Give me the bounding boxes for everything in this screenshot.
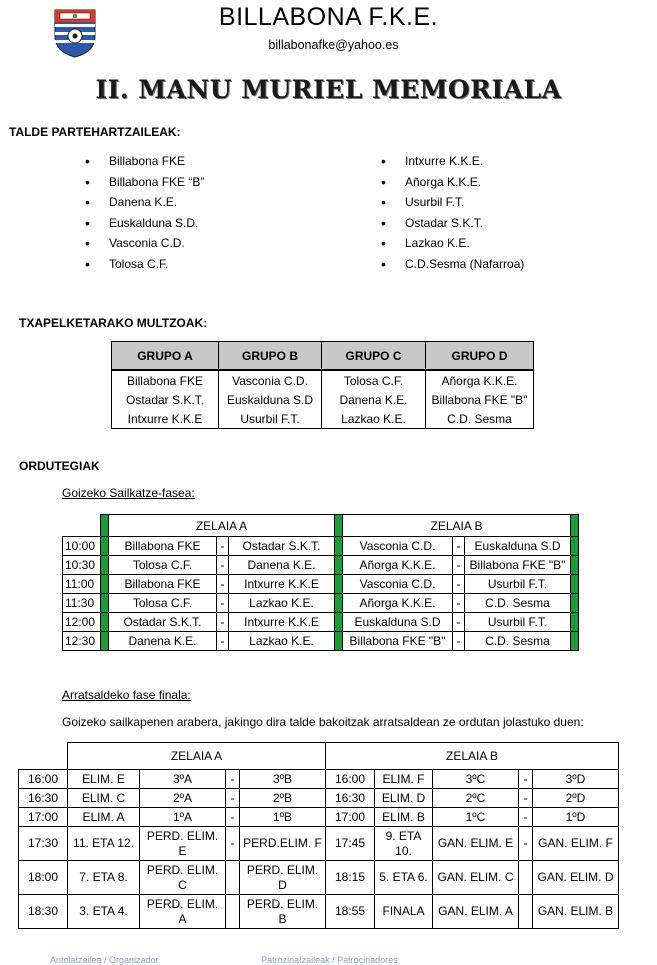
field-band xyxy=(101,632,109,651)
group-header: GRUPO A xyxy=(112,342,219,371)
table-row xyxy=(63,575,579,594)
vs-dash: - xyxy=(519,789,533,808)
list-item: • Euskalduna S.D. xyxy=(85,215,204,236)
home-team: Tolosa C.F. xyxy=(109,556,217,575)
field-band xyxy=(335,594,343,613)
team-slot: 1ºA xyxy=(140,808,226,827)
team-slot: 2ºD xyxy=(533,789,619,808)
away-team: C.D. Sesma xyxy=(465,632,571,651)
home-team: Vasconia C.D. xyxy=(343,575,453,594)
vs-dash xyxy=(519,861,533,895)
round-label: 5. ETA 6. xyxy=(375,861,433,895)
match-time: 18:55 xyxy=(326,895,375,929)
match-time: 10:00 xyxy=(63,537,101,556)
table-cell: Tolosa C.F. xyxy=(322,370,426,390)
field-band xyxy=(571,632,579,651)
team-slot: GAN. ELIM. E xyxy=(433,827,519,861)
vs-dash: - xyxy=(217,632,229,651)
match-time: 17:45 xyxy=(326,827,375,861)
table-cell: Billabona FKE "B" xyxy=(426,390,534,409)
team-slot: 2ºB xyxy=(240,789,326,808)
team-slot: PERD.ELIM. F xyxy=(240,827,326,861)
home-team: Billabona FKE xyxy=(109,537,217,556)
table-cell: Lazkao K.E. xyxy=(322,409,426,429)
event-title: II. MANU MURIEL MEMORIALA xyxy=(95,75,562,104)
home-team: Añorga K.K.E. xyxy=(343,594,453,613)
away-team: Usurbil F.T. xyxy=(465,575,571,594)
home-team: Vasconia C.D. xyxy=(343,537,453,556)
team-slot: PERD. ELIM. C xyxy=(140,861,226,895)
vs-dash: - xyxy=(453,556,465,575)
table-cell: Billabona FKE xyxy=(112,370,219,390)
organizer-label: Antolatzailea / Organizador xyxy=(50,955,159,965)
field-band xyxy=(571,537,579,556)
table-row xyxy=(19,789,619,808)
list-item: • Billabona FKE “B” xyxy=(85,174,204,195)
field-b-header: ZELAIA B xyxy=(326,743,619,770)
schedule-heading: ORDUTEGIAK xyxy=(19,459,100,473)
away-team: Usurbil F.T. xyxy=(465,613,571,632)
round-label: 3. ETA 4. xyxy=(68,895,140,929)
away-team: Lazkao K.E. xyxy=(229,594,335,613)
field-band xyxy=(335,537,343,556)
list-item: • C.D.Sesma (Nafarroa) xyxy=(381,256,524,277)
field-band xyxy=(571,556,579,575)
table-cell: Ostadar S.K.T. xyxy=(112,390,219,409)
round-label: ELIM. D xyxy=(375,789,433,808)
vs-dash xyxy=(226,895,240,929)
table-row xyxy=(63,632,579,651)
groups-table xyxy=(111,341,534,429)
table-row xyxy=(19,770,619,789)
match-time: 11:00 xyxy=(63,575,101,594)
club-email[interactable]: billabonafke@yahoo.es xyxy=(268,38,399,52)
table-row xyxy=(63,556,579,575)
match-time: 17:00 xyxy=(19,808,68,827)
team-slot: PERD. ELIM. E xyxy=(140,827,226,861)
match-time: 18:30 xyxy=(19,895,68,929)
away-team: Ostadar S.K.T. xyxy=(229,537,335,556)
team-slot: 3ºA xyxy=(140,770,226,789)
team-slot: GAN. ELIM. D xyxy=(533,861,619,895)
match-time: 16:30 xyxy=(326,789,375,808)
round-label: FINALA xyxy=(375,895,433,929)
team-slot: 3ºD xyxy=(533,770,619,789)
round-label: ELIM. F xyxy=(375,770,433,789)
groups-heading: TXAPELKETARAKO MULTZOAK: xyxy=(19,316,208,330)
list-item: • Tolosa C.F. xyxy=(85,256,204,277)
team-slot: 2ºC xyxy=(433,789,519,808)
vs-dash: - xyxy=(217,537,229,556)
field-b-header: ZELAIA B xyxy=(343,515,571,537)
club-name: BILLABONA F.K.E. xyxy=(218,3,439,31)
vs-dash: - xyxy=(453,632,465,651)
vs-dash: - xyxy=(453,613,465,632)
round-label: 9. ETA 10. xyxy=(375,827,433,861)
table-row xyxy=(63,613,579,632)
vs-dash: - xyxy=(217,575,229,594)
field-band xyxy=(335,515,343,537)
round-label: 11. ETA 12. xyxy=(68,827,140,861)
away-team: C.D. Sesma xyxy=(465,594,571,613)
away-team: Euskalduna S.D xyxy=(465,537,571,556)
round-label: ELIM. A xyxy=(68,808,140,827)
afternoon-schedule-table xyxy=(18,742,619,929)
home-team: Euskalduna S.D xyxy=(343,613,453,632)
field-a-header: ZELAIA A xyxy=(109,515,335,537)
table-cell: Intxurre K.K.E xyxy=(112,409,219,429)
home-team: Billabona FKE "B" xyxy=(343,632,453,651)
morning-phase-title: Goizeko Sailkatze-fasea: xyxy=(62,486,195,500)
field-band xyxy=(101,594,109,613)
morning-schedule-table xyxy=(62,514,579,651)
team-slot: GAN. ELIM. B xyxy=(533,895,619,929)
list-item: • Billabona FKE xyxy=(85,153,204,174)
sponsors-label: Patrozinatzaileak / Patrocinadores xyxy=(261,955,398,965)
match-time: 18:15 xyxy=(326,861,375,895)
afternoon-phase-title: Arratsaldeko fase finala: xyxy=(62,688,191,702)
table-cell: Euskalduna S.D xyxy=(219,390,322,409)
team-slot: GAN. ELIM. C xyxy=(433,861,519,895)
table-row xyxy=(112,409,534,429)
field-band xyxy=(571,613,579,632)
team-slot: PERD. ELIM. D xyxy=(240,861,326,895)
list-item: • Ostadar S.K.T. xyxy=(381,215,524,236)
vs-dash: - xyxy=(519,808,533,827)
afternoon-note: Goizeko sailkapenen arabera, jakingo dira talde bakoitzak arratsaldean ze ordutan jolastuko duen: xyxy=(62,715,584,729)
match-time: 16:00 xyxy=(19,770,68,789)
table-cell: Usurbil F.T. xyxy=(219,409,322,429)
vs-dash: - xyxy=(519,770,533,789)
table-cell: Danena K.E. xyxy=(322,390,426,409)
home-team: Danena K.E. xyxy=(109,632,217,651)
away-team: Lazkao K.E. xyxy=(229,632,335,651)
list-item: • Intxurre K.K.E. xyxy=(381,153,524,174)
home-team: Tolosa C.F. xyxy=(109,594,217,613)
vs-dash: - xyxy=(226,808,240,827)
field-band xyxy=(571,575,579,594)
team-slot: GAN. ELIM. A xyxy=(433,895,519,929)
footer-credits xyxy=(50,955,498,965)
field-band xyxy=(335,556,343,575)
away-team: Intxurre K.K.E xyxy=(229,613,335,632)
group-header: GRUPO B xyxy=(219,342,322,371)
away-team: Billabona FKE "B" xyxy=(465,556,571,575)
vs-dash xyxy=(519,895,533,929)
vs-dash: - xyxy=(453,575,465,594)
table-row xyxy=(112,370,534,390)
field-band xyxy=(101,575,109,594)
away-team: Intxurre K.K.E xyxy=(229,575,335,594)
round-label: 7. ETA 8. xyxy=(68,861,140,895)
list-item: • Vasconia C.D. xyxy=(85,235,204,256)
vs-dash: - xyxy=(226,770,240,789)
round-label: ELIM. C xyxy=(68,789,140,808)
field-band xyxy=(335,613,343,632)
field-band xyxy=(101,537,109,556)
list-item: • Danena K.E. xyxy=(85,194,204,215)
team-slot: 3ºC xyxy=(433,770,519,789)
table-row xyxy=(63,594,579,613)
empty-cell xyxy=(19,743,68,770)
vs-dash: - xyxy=(217,613,229,632)
match-time: 16:00 xyxy=(326,770,375,789)
vs-dash: - xyxy=(217,594,229,613)
home-team: Añorga K.K.E. xyxy=(343,556,453,575)
round-label: ELIM. E xyxy=(68,770,140,789)
team-slot: PERD. ELIM. A xyxy=(140,895,226,929)
vs-dash: - xyxy=(453,594,465,613)
empty-cell xyxy=(63,515,101,537)
home-team: Ostadar S.K.T. xyxy=(109,613,217,632)
teams-heading: TALDE PARTEHARTZAILEAK: xyxy=(9,125,181,139)
team-slot: 1ºC xyxy=(433,808,519,827)
table-row xyxy=(19,861,619,895)
match-time: 16:30 xyxy=(19,789,68,808)
team-slot: 1ºB xyxy=(240,808,326,827)
match-time: 10:30 xyxy=(63,556,101,575)
vs-dash: - xyxy=(519,827,533,861)
team-slot: PERD. ELIM. B xyxy=(240,895,326,929)
table-cell: C.D. Sesma xyxy=(426,409,534,429)
match-time: 12:30 xyxy=(63,632,101,651)
table-cell: Vasconia C.D. xyxy=(219,370,322,390)
match-time: 18:00 xyxy=(19,861,68,895)
field-band xyxy=(571,594,579,613)
field-band xyxy=(335,632,343,651)
teams-list-right xyxy=(381,153,524,276)
team-slot: 3ºB xyxy=(240,770,326,789)
vs-dash: - xyxy=(217,556,229,575)
team-slot: GAN. ELIM. F xyxy=(533,827,619,861)
table-row xyxy=(19,808,619,827)
home-team: Billabona FKE xyxy=(109,575,217,594)
vs-dash: - xyxy=(226,789,240,808)
list-item: • Añorga K.K.E. xyxy=(381,174,524,195)
table-row xyxy=(19,827,619,861)
field-band xyxy=(101,556,109,575)
field-a-header: ZELAIA A xyxy=(68,743,326,770)
vs-dash: - xyxy=(226,827,240,861)
match-time: 17:30 xyxy=(19,827,68,861)
team-slot: 2ºA xyxy=(140,789,226,808)
teams-list-left xyxy=(85,153,204,276)
team-slot: 1ºD xyxy=(533,808,619,827)
group-header: GRUPO D xyxy=(426,342,534,371)
table-row xyxy=(19,895,619,929)
match-time: 12:00 xyxy=(63,613,101,632)
list-item: • Lazkao K.E. xyxy=(381,235,524,256)
away-team: Danena K.E. xyxy=(229,556,335,575)
vs-dash xyxy=(226,861,240,895)
group-header: GRUPO C xyxy=(322,342,426,371)
match-time: 11:30 xyxy=(63,594,101,613)
field-band xyxy=(101,613,109,632)
match-time: 17:00 xyxy=(326,808,375,827)
field-band xyxy=(571,515,579,537)
vs-dash: - xyxy=(453,537,465,556)
table-row xyxy=(112,390,534,409)
field-band xyxy=(335,575,343,594)
table-cell: Añorga K.K.E. xyxy=(426,370,534,390)
round-label: ELIM. B xyxy=(375,808,433,827)
table-row xyxy=(63,537,579,556)
list-item: • Usurbil F.T. xyxy=(381,194,524,215)
field-band xyxy=(101,515,109,537)
